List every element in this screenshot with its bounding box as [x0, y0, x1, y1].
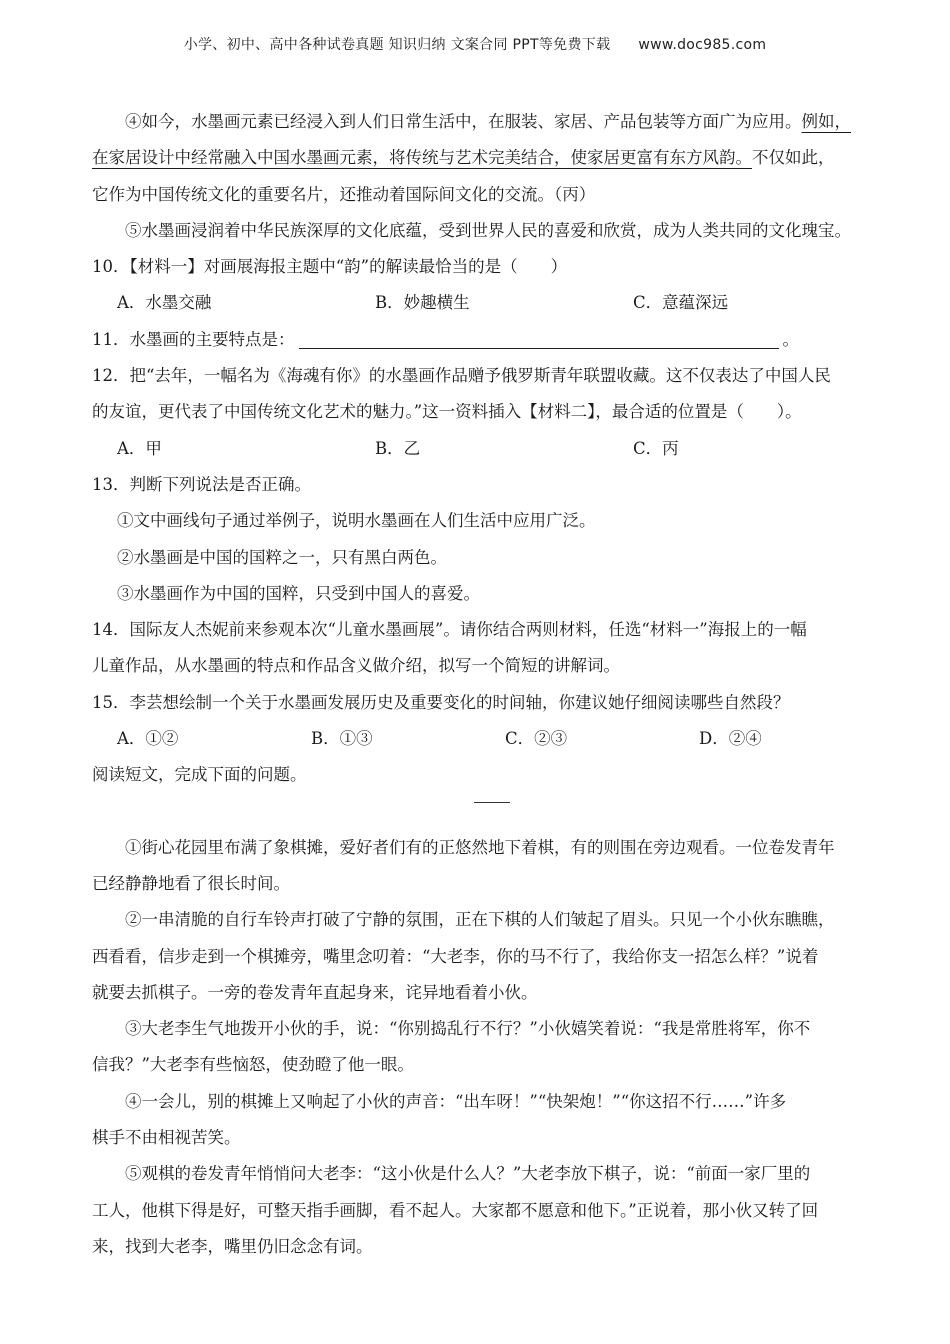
question-10: 10．【材料一】对画展海报主题中“韵”的解读最恰当的是（ ） — [92, 257, 568, 277]
underlined-sentence: 在家居设计中经常融入中国水墨画元素，将传统与艺术完美结合，使家居更富有东方风韵。 — [92, 148, 752, 168]
option-a: A．①② — [117, 729, 179, 749]
option-b: B．妙趣横生 — [375, 293, 470, 313]
question-13: 13．判断下列说法是否正确。 — [92, 474, 311, 494]
story-paragraph-5-cont: 工人，他棋下得是好，可整天指手画脚，看不起人。大家都不愿意和他下。”正说着，那小伙又转了回 — [92, 1200, 819, 1220]
story-paragraph-2-cont: 西看看，信步走到一个棋摊旁，嘴里念叨着：“大老李，你的马不行了，我给你支一招怎么样？”说着 — [92, 946, 819, 966]
question-11 — [92, 322, 892, 358]
story-paragraph-4: ④一会儿，别的棋摊上又响起了小伙的声音：“出车呀！”“快架炮！”“你这招不行……”许多 — [125, 1091, 787, 1111]
story-paragraph-2-cont2: 就要去抓棋子。一旁的卷发青年直起身来，诧异地看着小伙。 — [92, 982, 538, 1002]
question-12-line2: 的友谊，更代表了中国传统文化艺术的魅力。”这一资料插入【材料二】，最合适的位置是（ ）。 — [92, 402, 802, 422]
q11-end: 。 — [782, 329, 799, 349]
story-paragraph-5: ⑤观棋的卷发青年悄悄问大老李：“这小伙是什么人？”大老李放下棋子，说：“前面一家厂里的 — [125, 1164, 811, 1184]
document-body — [92, 104, 892, 1265]
option-c: C．丙 — [633, 438, 679, 458]
option-a: A．甲 — [117, 438, 162, 458]
answer-blank — [299, 328, 779, 349]
story-paragraph-1: ①街心花园里布满了象棋摊，爱好者们有的正悠然地下着棋，有的则围在旁边观看。一位卷发青年 — [125, 837, 835, 857]
option-b: B．①③ — [311, 729, 373, 749]
underlined-sentence-start: 例如， — [801, 112, 851, 131]
story-paragraph-4-cont: 棋手不由相视苦笑。 — [92, 1128, 241, 1148]
question-15: 15．李芸想绘制一个关于水墨画发展历史及重要变化的时间轴，你建议她仔细阅读哪些自然段？ — [92, 692, 790, 712]
paragraph-5: ⑤水墨画浸润着中华民族深厚的文化底蕴，受到世界人民的喜爱和欣赏，成为人类共同的文化瑰宝。 — [125, 220, 851, 240]
option-c: C．②③ — [505, 729, 568, 749]
option-b: B．乙 — [375, 438, 421, 458]
statement-3: ③水墨画作为中国的国粹，只受到中国人的喜爱。 — [117, 583, 480, 603]
story-paragraph-3: ③大老李生气地拨开小伙的手，说：“你别捣乱行不行？”小伙嬉笑着说：“我是常胜将军，你不 — [125, 1019, 811, 1039]
header-text: 小学、初中、高中各种试卷真题 知识归纳 文案合同 PPT等免费下载 — [183, 37, 611, 53]
statement-1: ①文中画线句子通过举例子，说明水墨画在人们生活中应用广泛。 — [117, 511, 596, 531]
question-15-options — [92, 721, 892, 757]
paragraph-4 — [92, 104, 892, 140]
question-12-options — [92, 431, 892, 467]
option-a: A．水墨交融 — [117, 293, 212, 313]
story-paragraph-1-cont: 已经静静地看了很长时间。 — [92, 873, 290, 893]
title-blank — [92, 794, 892, 830]
option-d: D．②④ — [699, 729, 762, 749]
reading-intro: 阅读短文，完成下面的问题。 — [92, 765, 307, 785]
question-14-line1: 14．国际友人杰妮前来参观本次“儿童水墨画展”。请你结合两则材料，任选“材料一”海报上的一幅 — [92, 620, 807, 640]
para4-text: ④如今，水墨画元素已经浸入到人们日常生活中，在服装、家居、产品包装等方面广为应用。 — [125, 112, 802, 131]
story-paragraph-3-cont: 信我？”大老李有些恼怒，使劲瞪了他一眼。 — [92, 1055, 414, 1075]
header-site: www.doc985.com — [638, 37, 767, 53]
story-paragraph-2: ②一串清脆的自行车铃声打破了宁静的氛围，正在下棋的人们皱起了眉头。只见一个小伙东瞧瞧， — [125, 910, 835, 930]
question-10-options — [92, 285, 892, 321]
paragraph-4-line2 — [92, 140, 892, 176]
para4-continue: 不仅如此， — [752, 148, 835, 168]
story-paragraph-5-cont2: 来，找到大老李，嘴里仍旧念念有词。 — [92, 1236, 373, 1256]
page-header — [0, 34, 950, 54]
statement-2: ②水墨画是中国的国粹之一，只有黑白两色。 — [117, 547, 447, 567]
question-12-line1: 12．把“去年，一幅名为《海魂有你》的水墨画作品赠予俄罗斯青年联盟收藏。这不仅表达了中国人民 — [92, 366, 831, 386]
question-14-line2: 儿童作品，从水墨画的特点和作品含义做介绍，拟写一个简短的讲解词。 — [92, 656, 620, 676]
paragraph-4-line3: 它作为中国传统文化的重要名片，还推动着国际间文化的交流。（丙） — [92, 184, 596, 204]
q11-stem: 11．水墨画的主要特点是： — [92, 329, 295, 349]
option-c: C．意蕴深远 — [633, 293, 729, 313]
